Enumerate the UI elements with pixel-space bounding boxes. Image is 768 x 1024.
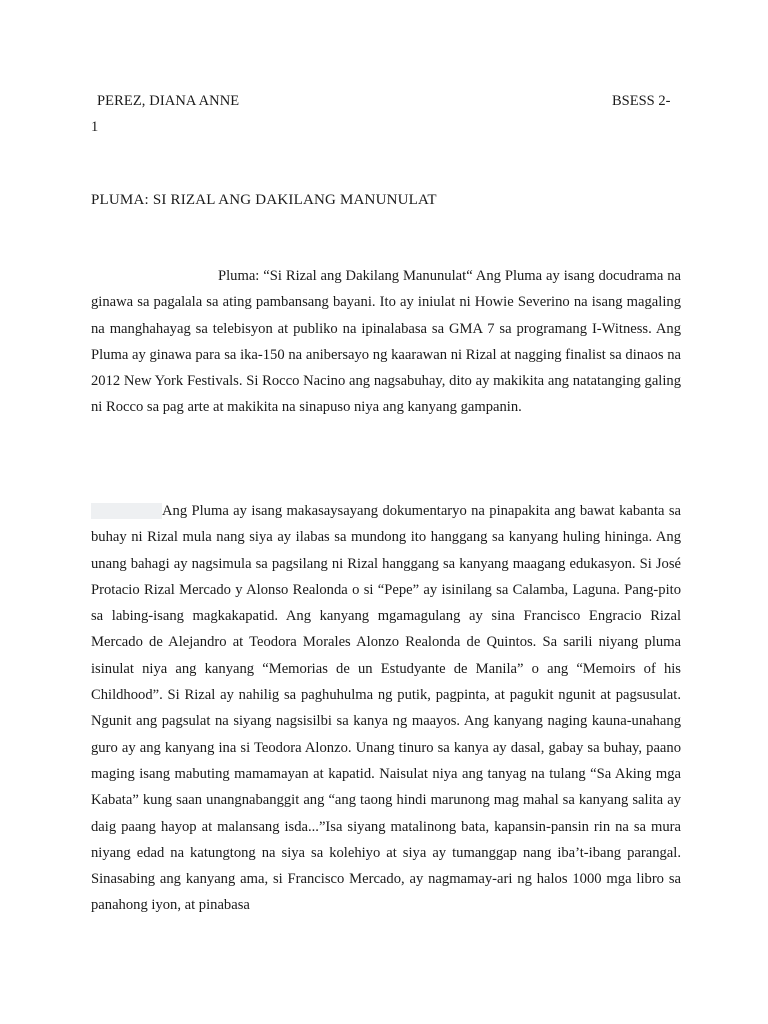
- document-title: PLUMA: SI RIZAL ANG DAKILANG MANUNULAT: [91, 192, 437, 208]
- paragraph-highlight: [91, 503, 162, 519]
- course-section-continued: 1: [91, 119, 99, 135]
- paragraph-text: Pluma: “Si Rizal ang Dakilang Manunulat“ Ang Pluma ay isang docudrama na ginawa sa pagalala sa ating pambansang bayani. Ito ay iniulat ni Howie Severino na isang magaling na manghahayag sa telebisyon at publiko na ipinalabasa sa GMA 7 sa programang I-Witness. Ang Pluma ay ginawa para sa ika-150 na anibersayo ng kaarawan ni Rizal at nagging finalist sa dinaos na 2012 New York Festivals. Si Rocco Nacino ang nagsabuhay, dito ay makikita ang natatanging galing ni Rocco sa pag arte at makikita na sinapuso niya ang kanyang gampanin.: [91, 268, 681, 416]
- paragraph-text: Ang Pluma ay isang makasaysayang dokumentaryo na pinapakita ang bawat kabanta sa buhay ni Rizal mula nang siya ay ilabas sa mundong ito hanggang sa kanyang huling hininga. Ang unang bahagi ay nagsimula sa pagsilang ni Rizal hanggang sa kanyang maagang edukasyon. Si José Protacio Rizal Mercado y Alonso Realonda o si “Pepe” ay isinilang sa Calamba, Laguna. Pang-pito sa labing-isang magkakapatid. Ang kanyang mgamagulang ay sina Francisco Engracio Rizal Mercado de Alejandro at Teodora Morales Alonzo Realonda de Quintos. Sa sarili niyang pluma isinulat niya ang kanyang “Memorias de un Estudyante de Manila” o ang “Memoirs of his Childhood”. Si Rizal ay nahilig sa paghuhulma ng putik, pagpinta, at pagukit ngunit at pagsusulat. Ngunit ang pagsulat na siyang nagsisilbi sa kanya ng maayos. Ang kanyang naging kauna-unahang guro ay ang kanyang ina si Teodora Alonzo. Unang tinuro sa kanya ay dasal, gabay sa buhay, paano maging isang mabuting mamamayan at kapatid. Naisulat niya ang tanyag na tulang “Sa Aking mga Kabata” kung saan unangnabanggit ang “ang taong hindi marunong mag mahal sa kanyang salita ay daig paang hayop at malansang isda...”Isa siyang matalinong bata, kapansin-pansin rin na sa mura niyang edad na katungtong na siya sa kolehiyo at siya ay tumanggap nang iba’t-ibang parangal. Sinasabing ang kanyang ama, si Francisco Mercado, ay nagmamay-ari ng halos 1000 mga libro sa panahong iyon, at pinabasa: [91, 503, 681, 914]
- course-section: BSESS 2-: [612, 93, 671, 109]
- paragraph: [91, 263, 681, 421]
- paragraph: [91, 498, 681, 919]
- author-name: PEREZ, DIANA ANNE: [97, 93, 240, 109]
